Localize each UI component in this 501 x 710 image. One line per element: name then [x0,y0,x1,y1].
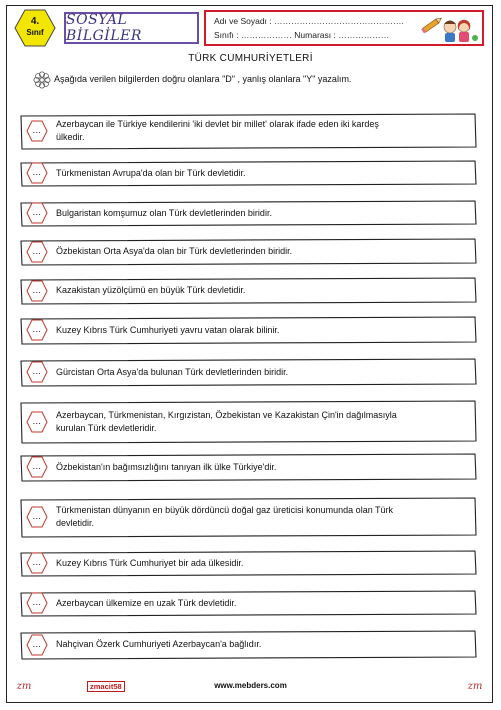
answer-field[interactable]: … [32,557,42,567]
statement-text [56,324,469,337]
statement-text [56,638,469,651]
statement-row [20,400,477,443]
answer-field[interactable]: … [32,285,42,295]
statement-text [56,409,469,435]
footer-tag: zmacit58 [87,681,125,692]
answer-field[interactable]: … [32,511,42,521]
statement-line: Kazakistan yüzölçümü en büyük Türk devletidir. [56,285,246,295]
statement-row [20,453,477,481]
subject-title: SOSYAL BİLGİLER [64,12,199,44]
statement-row [20,238,477,265]
answer-field[interactable]: … [32,125,42,135]
statement-line: ülkedir. [56,132,85,142]
statement-line: kurulan Türk devletleridir. [56,423,157,433]
footer-logo-left: zm [16,680,32,692]
statement-row [20,200,477,226]
answer-field[interactable]: … [32,597,42,607]
statement-row [20,277,477,304]
statement-line: devletidir. [56,518,95,528]
statement-row [20,160,477,186]
answer-field[interactable]: … [32,416,42,426]
statement-text [56,245,469,258]
instruction-text: Aşağıda verilen bilgilerden doğru olanlara "D" , yanlış olanlara "Y" yazalım. [54,74,352,84]
statement-line: Türkmenistan Avrupa'da olan bir Türk devletidir. [56,168,246,178]
statement-text [56,118,469,144]
statement-line: Gürcistan Orta Asya'da bulunan Türk devletlerinden biridir. [56,367,289,377]
statement-text [56,284,469,297]
flower-icon [33,71,51,94]
grade-number: 4. [30,16,40,27]
statement-line: Azerbaycan ile Türkiye kendilerini 'iki devlet bir millet' olarak ifade eden iki kardeş [56,119,379,129]
statement-line: Özbekistan'ın bağımsızlığını tanıyan ilk ülke Türkiye'dir. [56,462,277,472]
statement-row [20,316,477,344]
statement-row [20,550,477,576]
name-field[interactable]: Adı ve Soyadı : ………………………………………. [214,16,404,26]
statement-line: Kuzey Kıbrıs Türk Cumhuriyet bir ada ülkesidir. [56,558,244,568]
statement-text [56,167,469,180]
answer-field[interactable]: … [32,167,42,177]
statement-row [20,113,477,149]
statement-line: Azerbaycan ülkemize en uzak Türk devletidir. [56,598,237,608]
answer-field[interactable]: … [32,639,42,649]
statement-line: Azerbaycan, Türkmenistan, Kırgızistan, Özbekistan ve Kazakistan Çin'in dağılmasıyla [56,410,397,420]
statement-text [56,504,469,530]
footer-logo-right: zm [467,680,483,692]
class-number-field[interactable]: Sınıfı : ……………… Numarası : ……………… [214,30,390,40]
statement-line: Bulgaristan komşumuz olan Türk devletlerinden biridir. [56,208,272,218]
statement-line: Özbekistan Orta Asya'da olan bir Türk devletlerinden biridir. [56,246,293,256]
statement-row [20,590,477,616]
statement-text [56,557,469,570]
worksheet-title: TÜRK CUMHURİYETLERİ [188,53,313,64]
statement-row [20,497,477,537]
answer-field[interactable]: … [32,324,42,334]
statement-text [56,597,469,610]
statement-line: Türkmenistan dünyanın en büyük dördüncü doğal gaz üreticisi konumunda olan Türk [56,505,394,515]
statement-line: Nahçivan Özerk Cumhuriyeti Azerbaycan'a bağlıdır. [56,639,262,649]
statement-text [56,366,469,379]
grade-label: Sınıf [26,28,44,37]
statement-text [56,207,469,220]
grade-badge [14,9,56,47]
footer-url[interactable]: www.mebders.com [214,681,287,690]
statement-row [20,358,477,386]
answer-field[interactable]: … [32,366,42,376]
statement-row [20,630,477,659]
statement-line: Kuzey Kıbrıs Türk Cumhuriyeti yavru vatan olarak bilinir. [56,325,280,335]
answer-field[interactable]: … [32,207,42,217]
statement-text [56,461,469,474]
answer-field[interactable]: … [32,461,42,471]
answer-field[interactable]: … [32,246,42,256]
children-pencil-icon [420,10,480,45]
